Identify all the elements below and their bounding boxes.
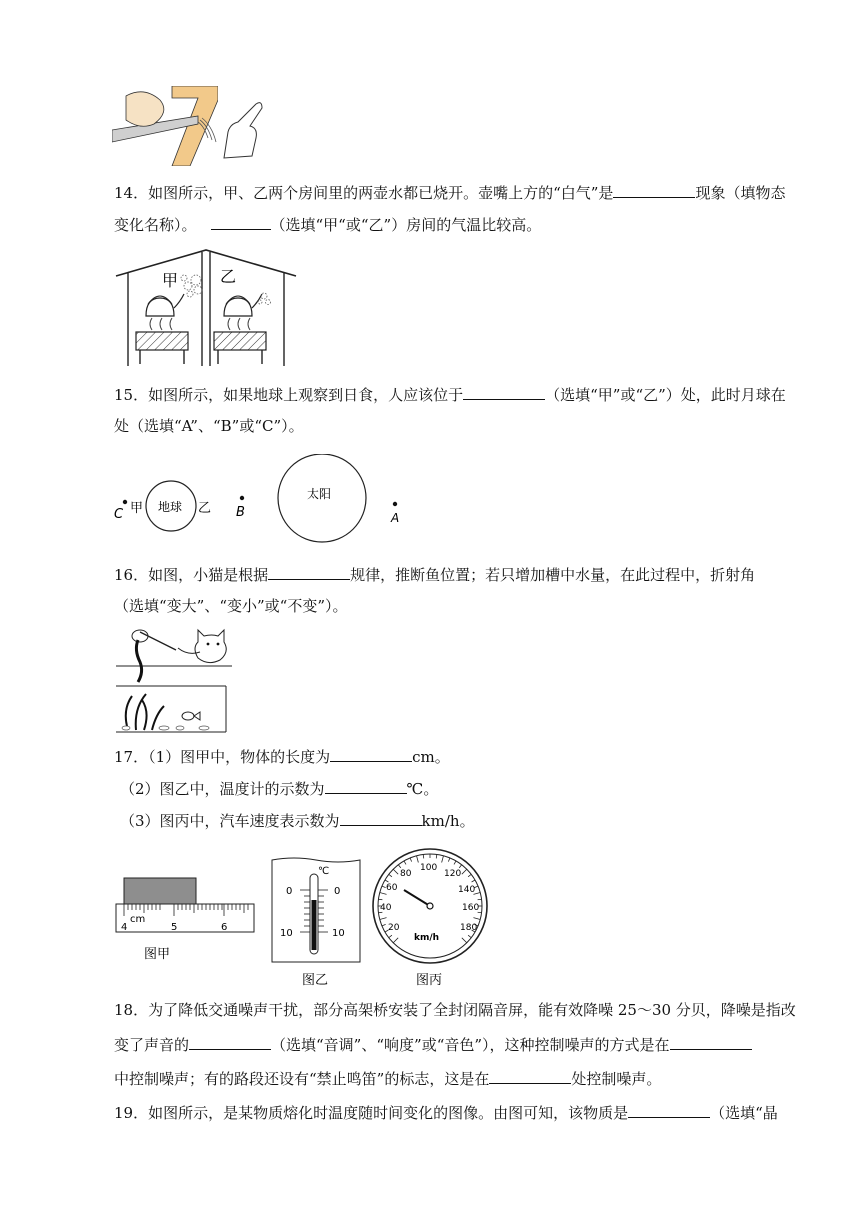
q16-line2: （选填“变大”、“变小”或“不变”）。 — [114, 597, 348, 615]
q15-line1: 15．如图所示，如果地球上观察到日食，人应该位于 （选填“甲”或“乙”）处，此时月球在 — [114, 386, 786, 404]
thermo-tick-0-left: 0 — [286, 886, 293, 897]
speed-tick-mark — [378, 899, 382, 900]
two-rooms-figure — [114, 246, 298, 368]
q16-line1: 16．如图，小猫是根据 规律，推断鱼位置；若只增加槽中水量，在此过程中，折射角 — [114, 566, 756, 584]
room-left-label: 甲 — [162, 271, 179, 290]
speed-tick-40: 40 — [380, 903, 392, 913]
cat-fish-figure — [114, 622, 238, 734]
q14-blank-2[interactable] — [211, 214, 271, 230]
q18-line2: 变了声音的 （选填“音调”、“响度”或“音色”），这种控制噪声的方式是在 — [114, 1034, 752, 1055]
label-b: B — [236, 505, 245, 520]
q18-blank-3[interactable] — [489, 1068, 571, 1084]
q19-blank-1[interactable] — [628, 1102, 710, 1118]
pointing-hand-figure — [218, 100, 264, 162]
speed-tick-140: 140 — [458, 885, 476, 895]
q17-line2: （2）图乙中，温度计的示数为 ℃。 — [120, 780, 439, 798]
ruler-tick-4: 4 — [121, 922, 128, 933]
q16-blank-1[interactable] — [268, 564, 350, 580]
label-a: A — [391, 511, 400, 525]
q19-line1: 19．如图所示，是某物质熔化时温度随时间变化的图像。由图可知，该物质是 （选填“晶 — [114, 1104, 778, 1122]
q14-line2: 变化名称）。 （选填“甲“或“乙”）房间的气温比较高。 — [114, 216, 542, 234]
label-c: C — [114, 507, 124, 522]
ruler-tick-6: 6 — [221, 922, 228, 933]
speed-tick-180: 180 — [460, 923, 478, 933]
q17-blank-3[interactable] — [340, 810, 422, 826]
thermometer-figure — [270, 856, 362, 990]
label-yi: 乙 — [198, 501, 212, 516]
caption-yi: 图乙 — [302, 973, 329, 988]
q18-blank-2[interactable] — [670, 1034, 752, 1050]
speed-tick-80: 80 — [400, 869, 412, 879]
speed-tick-mark — [436, 854, 437, 858]
speed-tick-mark — [478, 899, 482, 900]
thermo-unit: ℃ — [318, 866, 330, 877]
q14-blank-1[interactable] — [613, 182, 695, 198]
speed-tick-100: 100 — [420, 863, 438, 873]
speed-tick-120: 120 — [444, 869, 462, 879]
q14-line1: 14．如图所示，甲、乙两个房间里的两壶水都已烧开。壶嘴上方的“白气”是 现象（填物态 — [114, 184, 786, 202]
ruler-tick-5: 5 — [171, 922, 178, 933]
speed-tick-mark — [423, 854, 424, 858]
earth-label: 地球 — [158, 500, 183, 514]
q15-blank-1[interactable] — [463, 384, 545, 400]
caption-bing: 图丙 — [416, 973, 443, 988]
ruler-unit: cm — [130, 914, 146, 925]
ruler-vibration-figure — [112, 86, 218, 166]
caption-jia: 图甲 — [144, 947, 171, 962]
q18-blank-1[interactable] — [189, 1034, 271, 1050]
speed-tick-20: 20 — [388, 923, 400, 933]
q17-line1: 17．（1）图甲中，物体的长度为 cm。 — [114, 748, 450, 766]
label-jia: 甲 — [130, 501, 144, 516]
speedometer-figure — [364, 848, 498, 990]
q17-line3: （3）图丙中，汽车速度表示数为 km/h。 — [120, 812, 475, 830]
ruler-figure — [114, 874, 258, 964]
thermo-tick-0-right: 0 — [334, 886, 341, 897]
speed-tick-60: 60 — [386, 883, 398, 893]
thermo-tick-10-right: 10 — [332, 928, 345, 939]
thermo-tick-10-left: 10 — [280, 928, 293, 939]
room-right-label: 乙 — [220, 267, 237, 286]
speed-unit: km/h — [414, 933, 440, 943]
eclipse-figure — [112, 454, 412, 544]
sun-label: 太阳 — [307, 487, 332, 501]
q17-blank-1[interactable] — [330, 746, 412, 762]
speed-tick-160: 160 — [462, 903, 480, 913]
q17-blank-2[interactable] — [325, 778, 407, 794]
q18-line3: 中控制噪声；有的路段还设有“禁止鸣笛”的标志，这是在 处控制噪声。 — [114, 1070, 662, 1088]
q18-line1: 18．为了降低交通噪声干扰，部分高架桥安装了全封闭隔音屏，能有效降噪 25～30 分贝，降噪是指改 — [114, 1001, 796, 1019]
q15-line2: 处（选填“A”、“B”或“C”）。 — [114, 417, 304, 435]
